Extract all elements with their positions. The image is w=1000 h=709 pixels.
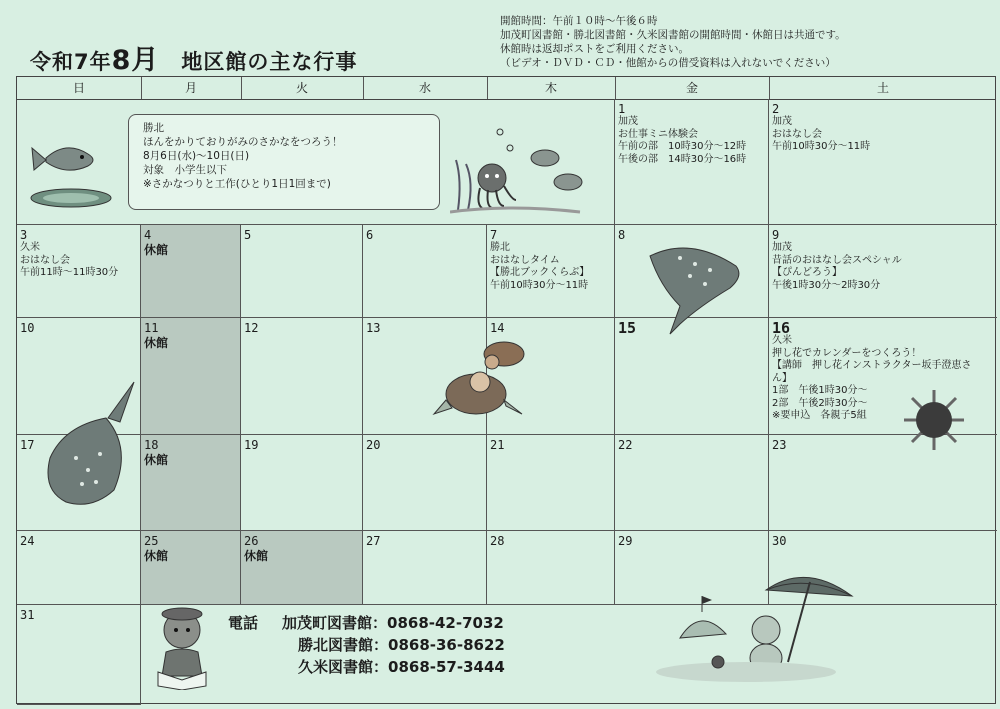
event-line: 【勝北ブックくらぶ】 <box>490 267 590 278</box>
day-number: 23 <box>772 438 787 452</box>
day-number: 24 <box>20 534 35 548</box>
day-cell <box>769 225 997 318</box>
day-cell <box>615 435 769 531</box>
day-number: 30 <box>772 534 787 548</box>
featured-event-line: ※さかなつりと工作(ひとり1日1回まで) <box>143 178 331 190</box>
event-line: 勝北 <box>490 242 510 253</box>
day-number: 6 <box>366 228 374 242</box>
event-line: ん】 <box>772 372 792 384</box>
weekday-header-cell: 土 <box>876 81 889 95</box>
event-line: おはなし会 <box>772 128 822 140</box>
day-number: 20 <box>366 438 381 452</box>
day-cell <box>487 531 615 605</box>
day-number: 27 <box>366 534 381 548</box>
event-line: 午前11時～11時30分 <box>20 267 119 278</box>
event-line: 2部 午後2時30分～ <box>772 397 868 409</box>
event-line: 押し花でカレンダーをつくろう！ <box>772 347 922 359</box>
day-number: 2 <box>772 102 780 116</box>
day-cell <box>141 225 241 318</box>
day-number: 16 <box>772 319 791 337</box>
fish-icon <box>26 130 116 215</box>
mascot-reading-icon <box>152 606 214 690</box>
day-cell <box>769 99 997 225</box>
day-cell <box>17 531 141 605</box>
library-name: 久米図書館 <box>298 658 374 676</box>
day-cell <box>363 531 487 605</box>
day-number: 15 <box>618 319 637 337</box>
event-line: 加茂 <box>772 242 792 253</box>
closed-label: 休館 <box>144 549 169 563</box>
day-number: 9 <box>772 228 780 242</box>
day-number: 1 <box>618 102 626 116</box>
day-number: 5 <box>244 228 252 242</box>
day-number: 26 <box>244 534 259 548</box>
library-name: 加茂町図書館 <box>282 614 373 632</box>
day-cell <box>615 99 769 225</box>
day-cell <box>487 435 615 531</box>
event-line: 加茂 <box>772 116 792 127</box>
day-cell <box>17 605 141 705</box>
event-line: 午前10時30分～11時 <box>772 141 871 152</box>
day-number: 11 <box>144 321 159 335</box>
day-cell <box>363 225 487 318</box>
page-title <box>30 38 357 77</box>
day-number: 18 <box>144 438 159 452</box>
closed-label: 休館 <box>144 336 169 350</box>
phone-directory <box>228 612 505 678</box>
day-number: 29 <box>618 534 633 548</box>
day-number: 19 <box>244 438 259 452</box>
notice-line: 開館時間：午前１０時～午後６時 <box>500 15 658 27</box>
event-line: 1部 午後1時30分～ <box>772 385 868 396</box>
closed-label: 休館 <box>144 243 169 257</box>
day-cell <box>241 531 363 605</box>
day-number: 17 <box>20 438 35 452</box>
day-number: 3 <box>20 228 28 242</box>
event-line: 【ぴんどろう】 <box>772 267 842 278</box>
day-number: 4 <box>144 228 152 242</box>
phone-number: ：0868-57-3444 <box>373 658 505 676</box>
day-cell <box>241 225 363 318</box>
phone-row-kamo <box>282 612 505 634</box>
event-line: おはなし会 <box>20 254 70 266</box>
featured-event-line: ほんをかりておりがみのさかなをつろう！ <box>143 136 343 148</box>
day-cell <box>17 225 141 318</box>
title-suffix: 地区館の主な行事 <box>159 50 358 74</box>
event-line: お仕事ミニ体験会 <box>618 128 698 140</box>
event-line: 久米 <box>20 242 40 253</box>
octopus-icon <box>450 120 600 215</box>
weekday-header-cell: 月 <box>141 77 242 99</box>
bear-umbrella-icon <box>656 566 866 684</box>
weekday-header-cell: 木 <box>487 77 616 99</box>
featured-event-line: 8月6日(水)～10日(日) <box>143 150 250 162</box>
sunflower-icon <box>902 388 966 452</box>
weekday-header-cell: 火 <box>241 77 364 99</box>
day-number: 12 <box>244 321 259 335</box>
day-cell <box>487 225 615 318</box>
closed-label: 休館 <box>244 549 269 563</box>
phone-number: ：0868-42-7032 <box>372 614 504 632</box>
event-line: 午後1時30分～2時30分 <box>772 279 881 291</box>
event-line: おはなしタイム <box>490 254 560 266</box>
day-number: 31 <box>20 608 35 622</box>
event-line: 午前10時30分～11時 <box>490 279 589 291</box>
day-number: 7 <box>490 228 498 242</box>
event-line: 加茂 <box>618 116 638 127</box>
phone-label: 電話 <box>228 614 259 632</box>
whale-shark-icon <box>640 236 750 336</box>
turtle-icon <box>432 336 532 426</box>
opening-hours-notice <box>500 14 990 70</box>
day-cell <box>141 435 241 531</box>
whale-shark-icon <box>36 378 141 513</box>
notice-line: 加茂町図書館・勝北図書館・久米図書館の開館時間・休館日は共通です。 <box>500 29 846 41</box>
phone-row-shoboku <box>282 634 505 656</box>
event-line: 午後の部 14時30分～16時 <box>618 153 747 165</box>
day-cell <box>241 435 363 531</box>
day-cell <box>241 318 363 435</box>
phone-row-kume <box>282 656 505 678</box>
event-line: 久米 <box>772 335 792 346</box>
event-line: 昔話のおはなし会スペシャル <box>772 254 902 266</box>
weekday-header-cell: 水 <box>363 77 488 99</box>
weekday-header-cell: 金 <box>615 77 770 99</box>
library-name: 勝北図書館 <box>298 636 374 654</box>
day-number: 8 <box>618 228 626 242</box>
day-number: 13 <box>366 321 381 335</box>
phone-number: ：0868-36-8622 <box>373 636 505 654</box>
event-line: 午前の部 10時30分～12時 <box>618 141 747 152</box>
notice-line: 休館時は返却ポストをご利用ください。 <box>500 43 689 55</box>
event-line: ※要申込 各親子5組 <box>772 410 867 421</box>
day-number: 10 <box>20 321 35 335</box>
day-number: 28 <box>490 534 505 548</box>
featured-event-banner <box>128 114 440 210</box>
title-prefix: 令和7年 <box>30 50 112 74</box>
closed-label: 休館 <box>144 453 169 467</box>
day-number: 14 <box>490 321 505 335</box>
day-cell <box>141 531 241 605</box>
notice-line: （ビデオ・ＤＶＤ・ＣＤ・他館からの借受資料は入れないでください） <box>500 57 836 69</box>
event-line: 【講師 押し花インストラクター坂手澄恵さ <box>772 360 972 371</box>
weekday-header-cell: 日 <box>17 77 142 99</box>
day-number: 25 <box>144 534 159 548</box>
featured-event-line: 勝北 <box>143 122 164 134</box>
day-cell <box>363 435 487 531</box>
title-month: 8月 <box>111 45 160 76</box>
day-number: 22 <box>618 438 633 452</box>
weekday-header <box>17 77 995 100</box>
featured-event-line: 対象 小学生以下 <box>143 164 227 176</box>
day-number: 21 <box>490 438 505 452</box>
day-cell <box>141 318 241 435</box>
